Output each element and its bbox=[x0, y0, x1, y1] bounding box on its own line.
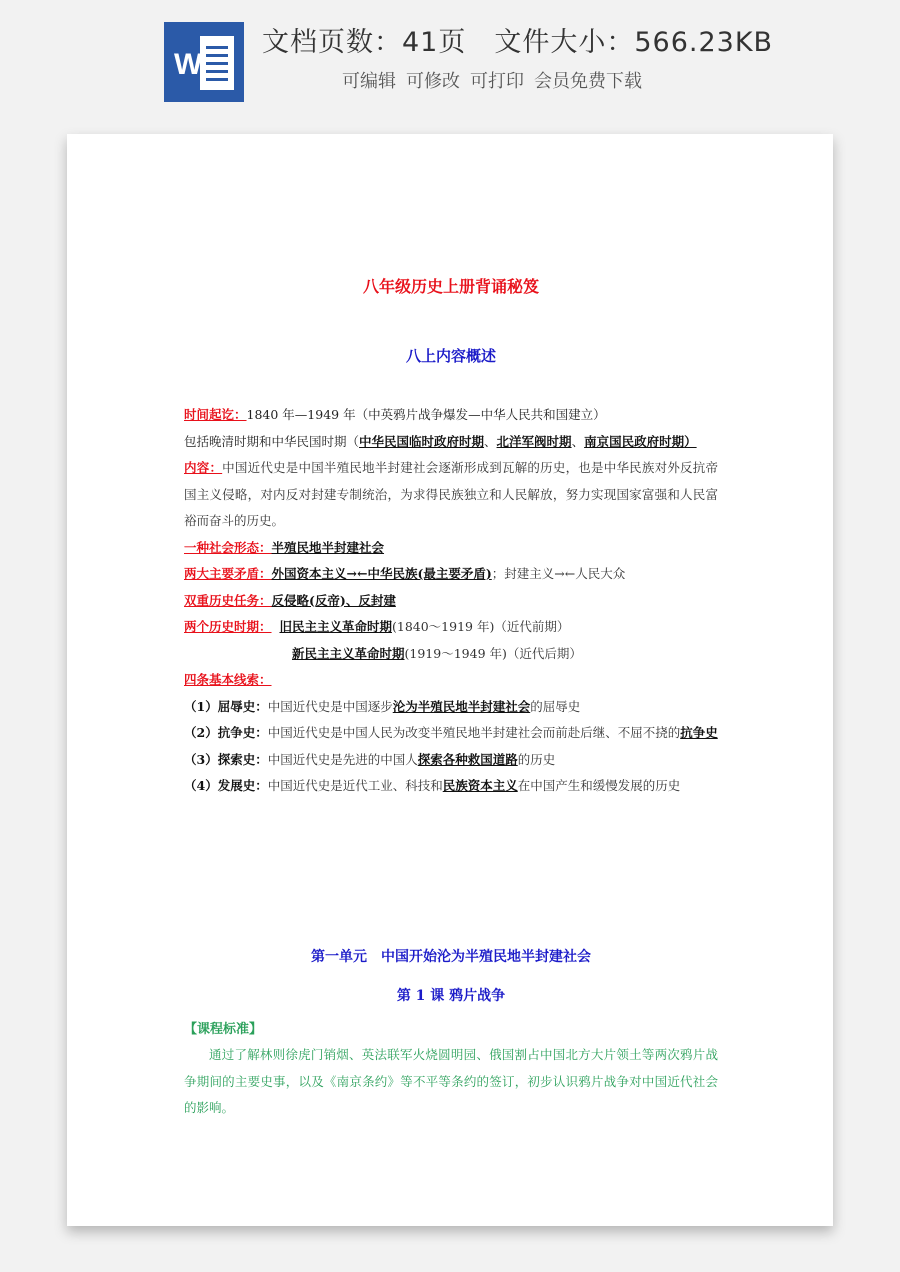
document-info-header bbox=[0, 0, 900, 115]
lesson-title: 第 1 课 鸦片战争 bbox=[396, 988, 506, 1004]
feature-printable: 可打印 bbox=[470, 71, 524, 92]
conflict-rest: ；封建主义→←人民大众 bbox=[491, 566, 626, 581]
clue-1: （1）屈辱史：中国近代史是中国逐步沦为半殖民地半封建社会的屈辱史 bbox=[184, 698, 581, 714]
time-label: 时间起讫： bbox=[184, 407, 247, 422]
clue-3: （3）探索史：中国近代史是先进的中国人探索各种救国道路的历史 bbox=[184, 751, 556, 767]
content-text: 中国近代史是中国半殖民地半封建社会逐渐形成到瓦解的历史，也是中华民族对外反抗帝国主义侵略，对内反对封建专制统治，为求得民族独立和人民解放，努力实现国家富强和人民富裕而奋斗的历史。 bbox=[184, 460, 718, 528]
conflict-line bbox=[184, 561, 718, 588]
periods-line-2 bbox=[184, 641, 718, 668]
document-page bbox=[67, 134, 833, 1226]
content-paragraph bbox=[184, 455, 718, 535]
doc-page-shape bbox=[200, 36, 234, 90]
clue-2: （2）抗争史：中国近代史是中国人民为改变半殖民地半封建社会而前赴后继、不屈不挠的抗争史 bbox=[184, 725, 718, 740]
period-item-2: 北洋军阀时期 bbox=[496, 433, 572, 449]
conflict-label: 两大主要矛盾： bbox=[184, 566, 272, 581]
period-item-1: 中华民国临时政府时期 bbox=[359, 433, 485, 449]
periods-label: 两个历史时期： bbox=[184, 619, 272, 634]
form-label: 一种社会形态： bbox=[184, 539, 272, 555]
period-item-3: 南京国民政府时期 bbox=[584, 433, 685, 449]
overview-body bbox=[184, 402, 718, 800]
time-range-line bbox=[184, 402, 718, 429]
clue-4: （4）发展史：中国近代史是近代工业、科技和民族资本主义在中国产生和缓慢发展的历史 bbox=[184, 778, 681, 793]
clues-heading bbox=[184, 667, 718, 694]
section-title: 八上内容概述 bbox=[405, 347, 496, 365]
conflict-main: 外国资本主义→←中华民族(最主要矛盾) bbox=[271, 566, 492, 581]
document-title: 八年级历史上册背诵秘笈 bbox=[362, 277, 539, 296]
period-paragraph: 包括晚清时期和中华民国时期（中华民国临时政府时期、北洋军阀时期、南京国民政府时期） bbox=[184, 433, 697, 449]
period-text: 包括晚清时期和中华民国时期（ bbox=[184, 433, 360, 449]
page-count: 文档页数：41页 bbox=[262, 27, 467, 58]
task-label: 双重历史任务： bbox=[184, 592, 272, 608]
feature-editable: 可编辑 bbox=[342, 71, 396, 92]
file-meta bbox=[262, 20, 773, 59]
period1-rest: (1840～1919 年)（近代前期） bbox=[391, 619, 570, 634]
period2-rest: (1919～1949 年)（近代后期） bbox=[404, 645, 582, 661]
social-form-line bbox=[184, 535, 718, 562]
file-size: 文件大小：566.23KB bbox=[494, 27, 774, 58]
period2-name: 新民主主义革命时期 bbox=[292, 645, 405, 661]
period1-name: 旧民主主义革命时期 bbox=[279, 619, 392, 634]
curriculum-standard-label: 【课程标准】 bbox=[184, 1022, 263, 1037]
word-letter: W bbox=[174, 48, 203, 81]
task-line bbox=[184, 588, 718, 615]
clues-label: 四条基本线索： bbox=[184, 672, 272, 687]
form-text: 半殖民地半封建社会 bbox=[271, 539, 385, 555]
feature-member-download[interactable]: 会员免费下载 bbox=[534, 71, 642, 92]
feature-list bbox=[342, 67, 642, 93]
unit-title: 第一单元 中国开始沦为半殖民地半封建社会 bbox=[311, 949, 591, 965]
periods-line-1 bbox=[184, 614, 718, 641]
task-text: 反侵略(反帝)、反封建 bbox=[271, 592, 396, 608]
content-label: 内容： bbox=[184, 460, 223, 475]
curriculum-standard-text: 通过了解林则徐虎门销烟、英法联军火烧圆明园、俄国割占中国北方大片领土等两次鸦片战争期间的主要史事，以及《南京条约》等不平等条约的签订，初步认识鸦片战争对中国近代社会的影响。 bbox=[184, 1047, 718, 1115]
time-text: 1840 年—1949 年（中英鸦片战争爆发—中华人民共和国建立） bbox=[246, 407, 606, 422]
feature-modifiable: 可修改 bbox=[406, 71, 460, 92]
word-doc-icon bbox=[164, 22, 244, 102]
